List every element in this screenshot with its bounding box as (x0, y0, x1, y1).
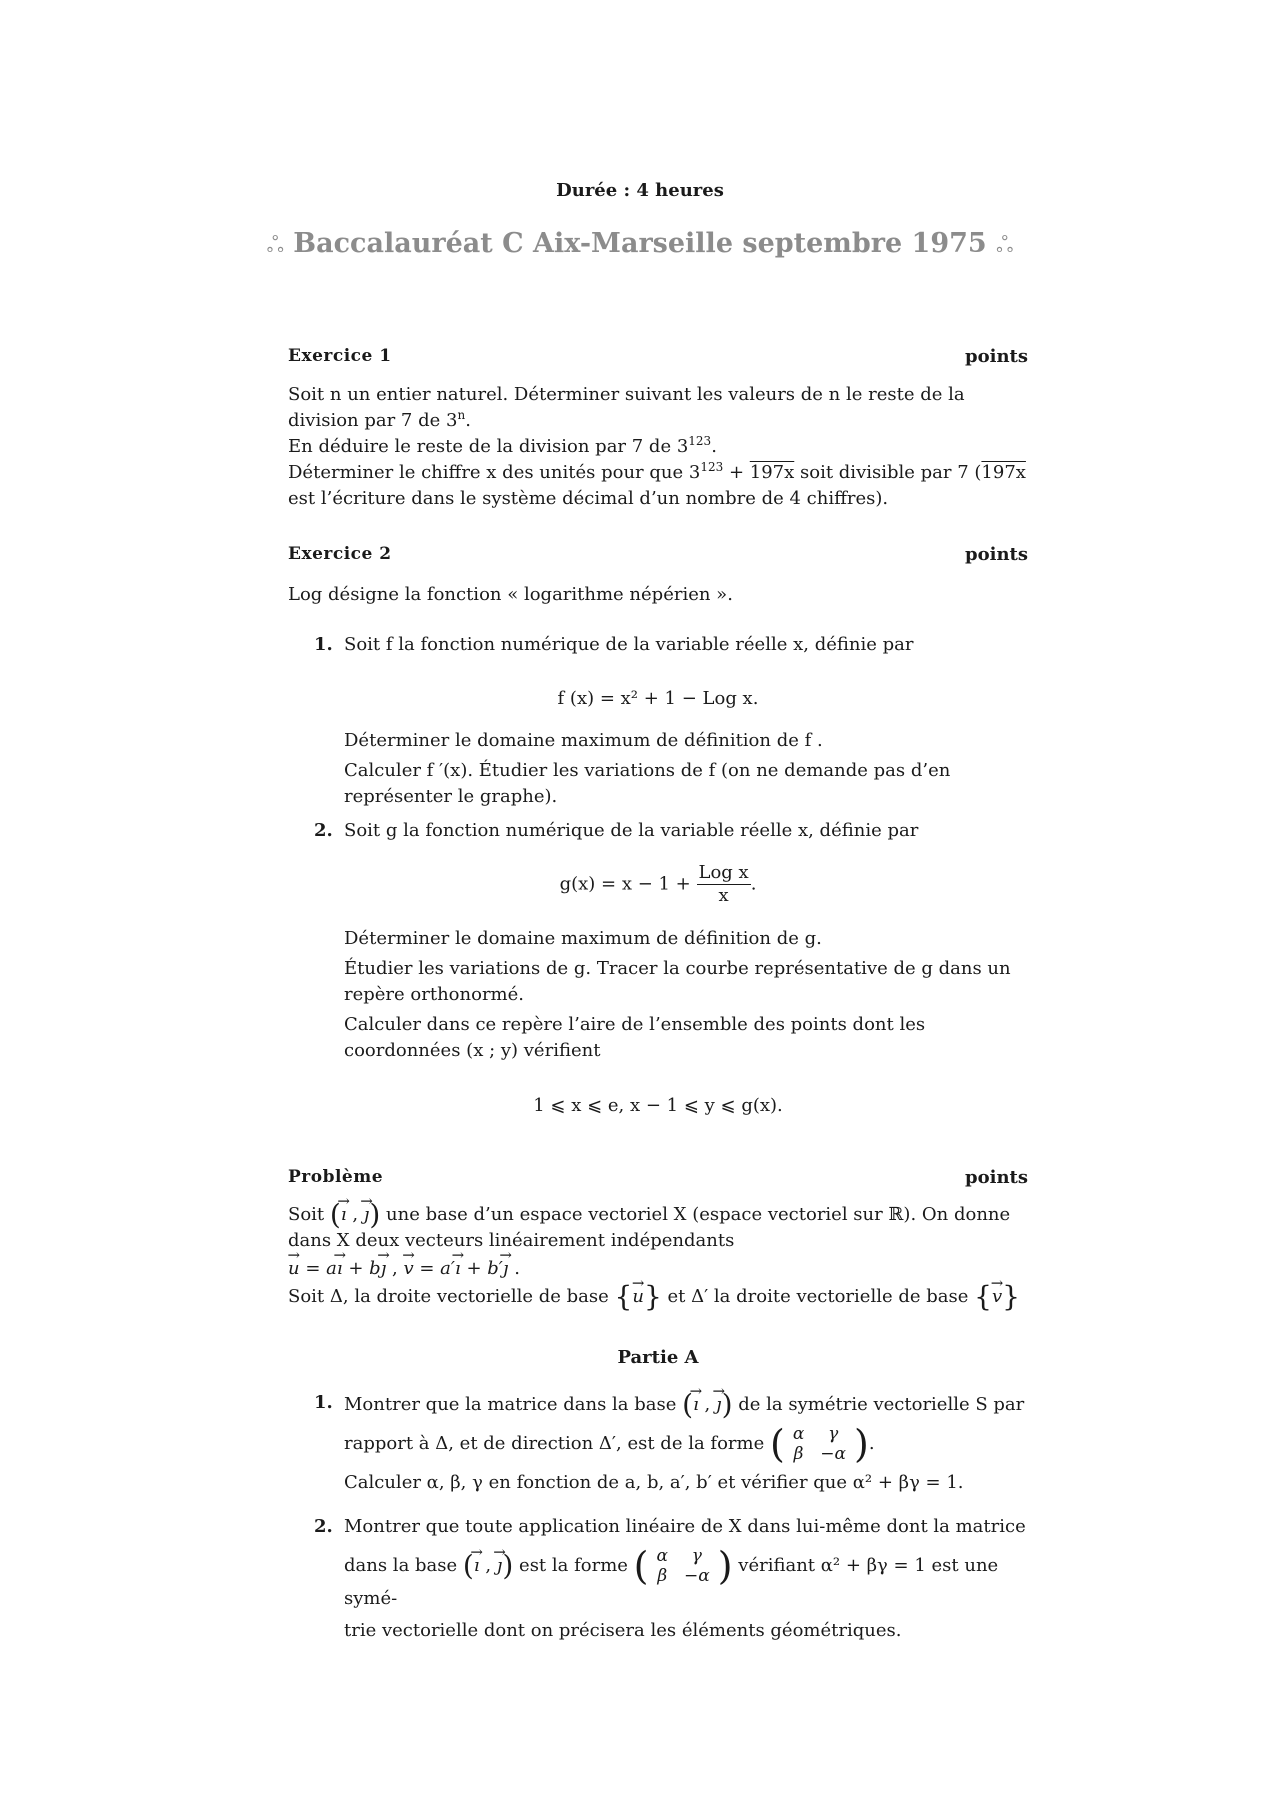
duration: Durée : 4 heures (556, 180, 724, 201)
ornament-right-icon: ஃ (996, 233, 1014, 258)
exercise1-body (288, 382, 1028, 512)
exam-title (0, 228, 1280, 261)
formula-f: f (x) = x² + 1 − Log x. (557, 688, 759, 709)
exercise1-line3: Déterminer le chiffre x des unités pour que $3^{123} + 197x$ soit divisible par 7 (197x est l’écriture dans le système décimal d’un nombre de 4 chiffres). (288, 460, 1026, 509)
exercise2-q2-tasks: Déterminer le domaine maximum de définition de g. Étudier les variations de g. Tracer la courbe représentative de g dans un repère orthonormé. Calculer dans ce repère l’aire de l’ensemble des points dont les coordonnées (x ; y) vérifient (344, 928, 1011, 1061)
formula-g: g(x) = x − 1 + $\frac{\text{Log x}}{x}$ . (559, 862, 757, 906)
problem-intro: Soit (→ ı , → ȷ) une base d’un espace vectoriel X (espace vectoriel sur ℝ). On donne dans X deux vecteurs linéairement indépendants → u = a→ ı + b→ ȷ , → v = a′→ ı + b′→ ȷ . Soit Δ, la droite vectorielle de base {→ u} et Δ′ la droite vectorielle de base {→ v} (288, 1200, 1028, 1310)
exercise2-q1-tasks: Déterminer le domaine maximum de définition de f . Calculer f ′(x). Étudier les variations de f (on ne demande pas d’en représenter le graphe). (344, 730, 951, 807)
exercise1-heading: Exercice 1 points (288, 346, 1028, 367)
problem-heading: Problème points (288, 1167, 1028, 1188)
exercise1-line2: En déduire le reste de la division par 7 de $3^{123}$. (288, 434, 717, 457)
exercise2-points: points (965, 544, 1028, 565)
formula-area: 1 ⩽ x ⩽ e, x − 1 ⩽ y ⩽ g(x). (533, 1095, 783, 1116)
exercise2-q1: 1. Soit f la fonction numérique de la variable réelle x, définie par (314, 634, 914, 655)
exercise2-intro: Log désigne la fonction « logarithme népérien ». (288, 584, 733, 605)
partA-heading: Partie A (617, 1347, 699, 1368)
vectors-definition: → u = a→ ı + b→ ȷ , → v = a′→ ı + b′→ ȷ . (288, 1254, 1028, 1282)
partA-q1: 1. Montrer que la matrice dans la base (→ ı , → ȷ) de la symétrie vectorielle S par rapport à Δ, et de direction Δ′, est de la forme ( α γ β −α ) . Calculer α, β, γ en fonction de a, b, a′, b′ et vérifier que α² + βγ = 1. (344, 1390, 1028, 1496)
exercise2-q2: 2. Soit g la fonction numérique de la variable réelle x, définie par (314, 820, 919, 841)
exercise1-line1: Soit n un entier naturel. Déterminer suivant les valeurs de n le reste de la division par 7 de 3$^n$. (288, 384, 965, 431)
partA-q2: 2. Montrer que toute application linéaire de X dans lui-même dont la matrice dans la base (→ ı , → ȷ) est la forme ( α γ β −α ) vérifiant α² + βγ = 1 est une symé- trie vectorielle dont on précisera les éléments géométriques. (344, 1514, 1028, 1644)
exercise1-points: points (965, 346, 1028, 367)
title-text: Baccalauréat C Aix-Marseille septembre 1975 (293, 228, 987, 259)
ornament-left-icon: ஃ (266, 233, 284, 258)
exercise2-heading: Exercice 2 points (288, 544, 1028, 565)
problem-points: points (965, 1167, 1028, 1188)
